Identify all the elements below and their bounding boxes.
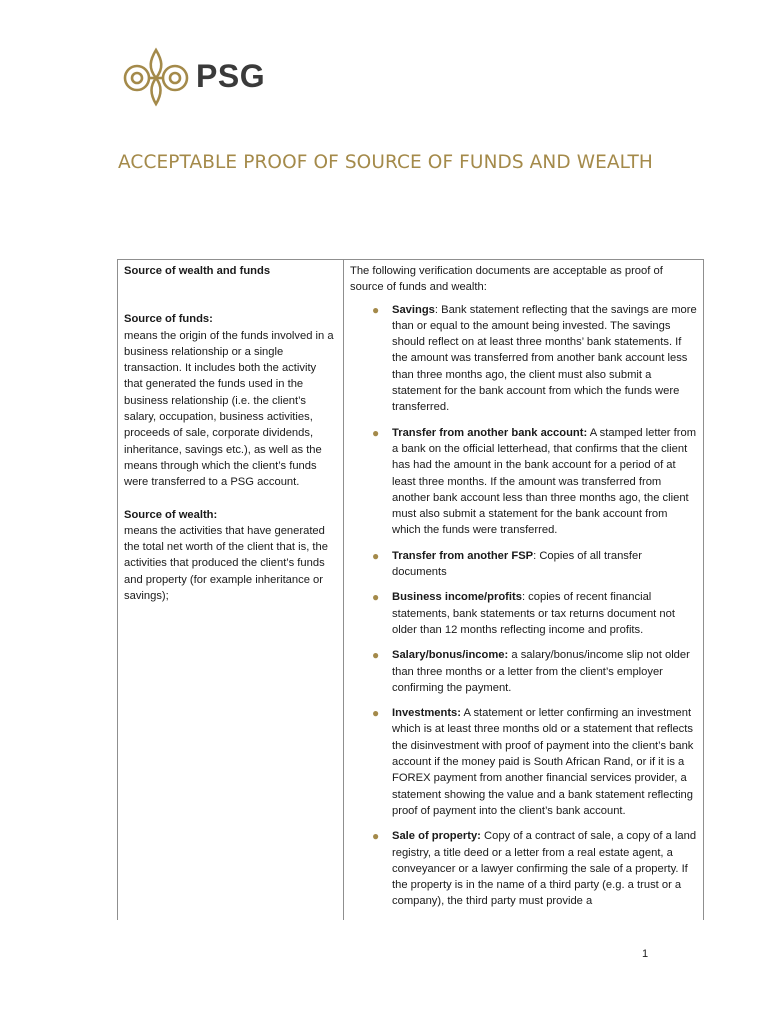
page-number: 1: [642, 948, 649, 960]
list-item-bank-transfer: [350, 425, 697, 539]
definitions-column: [118, 260, 344, 920]
source-of-funds-heading: Source of funds:: [124, 313, 213, 326]
bullet-icon: ●: [372, 425, 380, 440]
bullet-icon: ●: [372, 548, 380, 563]
item-text: Copy of a contract of sale, a copy of a land registry, a title deed or a letter from a real estate agent, a conveyancer or a lawyer confirming the sale of a property. If the property is in the name of a third party (e.g. a trust or a company), the third party must provide a: [392, 830, 697, 908]
item-text: : Copies of all transfer documents: [392, 549, 642, 579]
verification-intro: The following verification documents are acceptable as proof of source of funds and wealth:: [350, 265, 663, 294]
item-text: : Bank statement reflecting that the savings are more than or equal to the amount being invested. The savings should reflect on at least three months’ bank statements. If the amount was transferred from another bank account less than three months ago, the client must also submit a statement for the bank account from which the funds were transferred.: [392, 303, 697, 414]
item-text: A stamped letter from a bank on the official letterhead, that confirms that the client has had the amount in the bank account for a period of at least three months. If the amount was transferred from another bank account less than three months ago, the client must also submit a statement for the bank account from which the funds were transferred.: [392, 426, 697, 537]
source-of-funds-definition: means the origin of the funds involved in a business relationship or a single transaction. It includes both the activity that generated the funds used in the business relationship (i.e. the client’s salary, occupation, business activities, proceeds of sale, corporate dividends, inheritance, savings etc.), as well as the means through which the client’s funds were transferred to a PSG account.: [124, 329, 334, 489]
verification-documents-column: [344, 260, 703, 920]
source-of-wealth-heading: Source of wealth:: [124, 508, 218, 521]
bullet-icon: ●: [372, 648, 380, 663]
bullet-icon: ●: [372, 829, 380, 844]
item-label: Transfer from another FSP: [392, 549, 534, 562]
list-item-savings: [350, 302, 697, 416]
item-label: Savings: [392, 303, 435, 316]
item-label: Investments:: [392, 707, 462, 720]
item-text: a salary/bonus/income slip not older than three months or a letter from the client’s employer confirming the payment.: [392, 649, 690, 694]
psg-emblem-icon: [120, 44, 192, 108]
left-column-heading: Source of wealth and funds: [124, 265, 271, 277]
item-text: A statement or letter confirming an investment which is at least three months old or a statement that reflects the disinvestment with proof of payment into the client’s bank account if the money paid is South African Rand, or if it is a FOREX payment from another financial services provider, a statement showing the value and a bank statement reflecting proof of payment into the client’s bank account.: [392, 707, 694, 817]
psg-logo: [120, 40, 280, 112]
proof-table: [117, 259, 704, 920]
bullet-icon: ●: [372, 302, 380, 317]
list-item-fsp-transfer: [350, 548, 697, 581]
list-item-investments: [350, 705, 697, 819]
spacer: [124, 279, 337, 311]
list-item-salary: [350, 647, 697, 696]
logo-wordmark: PSG: [196, 57, 266, 94]
bullet-icon: ●: [372, 706, 380, 721]
item-label: Sale of property:: [392, 830, 481, 843]
list-item-business-income: [350, 589, 697, 638]
spacer: [124, 491, 337, 507]
document-title: ACCEPTABLE PROOF OF SOURCE OF FUNDS AND WEALTH: [118, 152, 653, 173]
source-of-wealth-definition: means the activities that have generated the total net worth of the client that is, the activities that produced the client’s funds and property (for example inheritance or savings);: [124, 524, 328, 603]
bullet-icon: ●: [372, 590, 380, 605]
proof-list: [350, 302, 697, 910]
item-text: : copies of recent financial statements, bank statements or tax returns document not older than 12 months reflecting income and profits.: [392, 591, 675, 636]
item-label: Business income/profits: [392, 591, 522, 604]
item-label: Transfer from another bank account:: [392, 426, 588, 439]
item-label: Salary/bonus/income:: [392, 649, 509, 662]
list-item-sale-of-property: [350, 828, 697, 909]
